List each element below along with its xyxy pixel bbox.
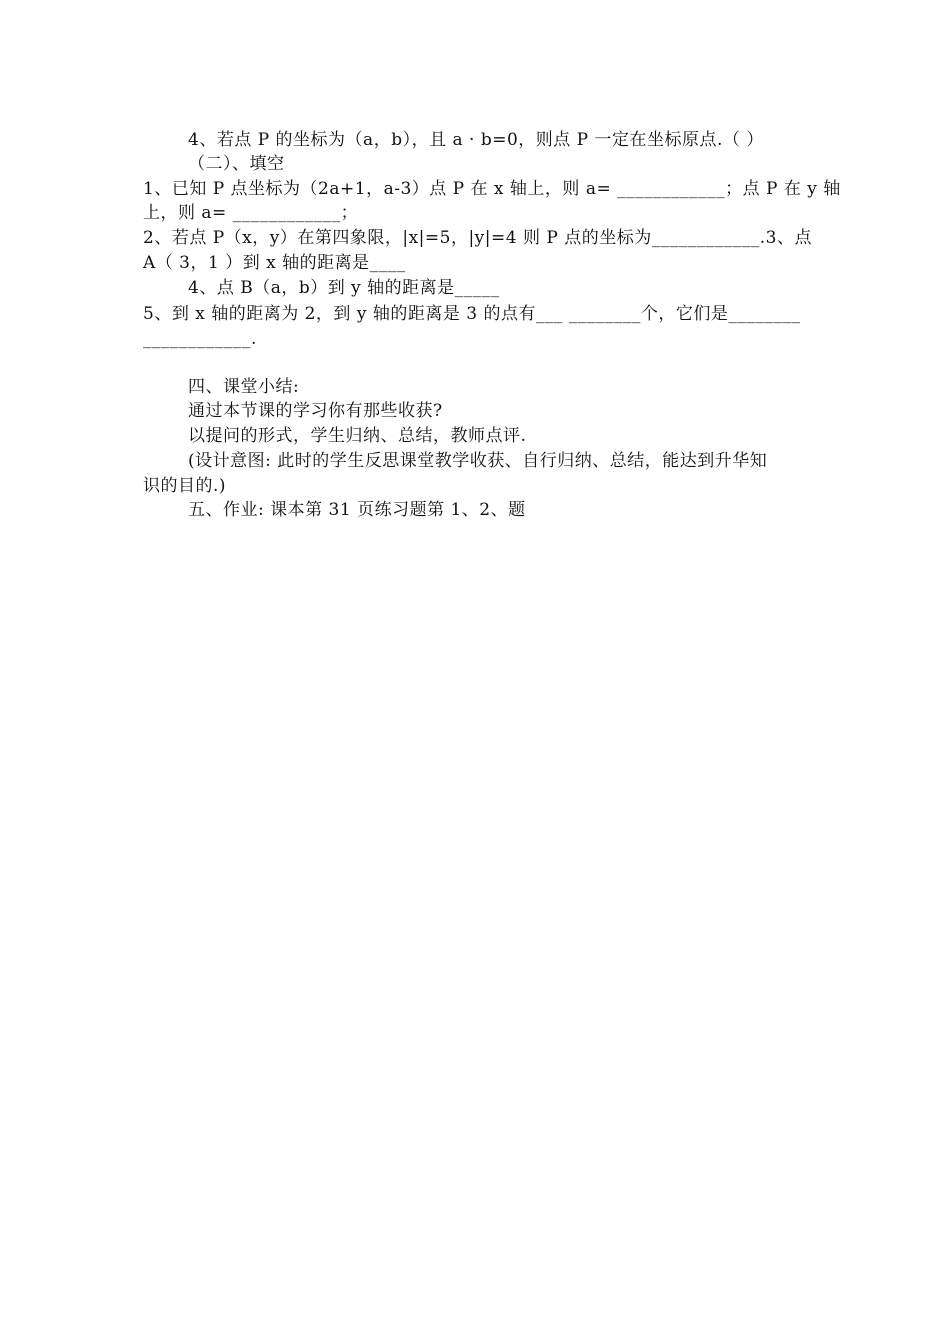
summary-method: 以提问的形式，学生归纳、总结，教师点评. bbox=[188, 426, 527, 446]
judgement-question-4: 4、若点 P 的坐标为（a，b），且 a · b=0，则点 P 一定在坐标原点.（ ） bbox=[188, 130, 764, 150]
fill-question-5-line-2: ____________. bbox=[143, 329, 257, 349]
fill-question-2-line-1: 2、若点 P（x，y）在第四象限，|x|=5，|y|=4 则 P 点的坐标为____________.3、点 bbox=[143, 228, 812, 248]
section-heading-fill-blank: （二）、填空 bbox=[188, 154, 285, 174]
fill-question-1-line-1: 1、已知 P 点坐标为（2a+1，a-3）点 P 在 x 轴上，则 a= ____________；点 P 在 y 轴 bbox=[143, 179, 841, 199]
fill-question-5-line-1: 5、到 x 轴的距离为 2，到 y 轴的距离是 3 的点有___ ________个，它们是________ bbox=[143, 304, 801, 324]
homework-line: 五、作业: 课本第 31 页练习题第 1、2、题 bbox=[188, 500, 526, 520]
section-heading-summary: 四、课堂小结: bbox=[188, 377, 300, 397]
summary-question: 通过本节课的学习你有那些收获? bbox=[188, 401, 443, 421]
fill-question-4: 4、点 B（a，b）到 y 轴的距离是_____ bbox=[188, 278, 500, 298]
design-intent-line-1: (设计意图: 此时的学生反思课堂教学收获、自行归纳、总结，能达到升华知 bbox=[188, 451, 768, 471]
fill-question-1-line-2: 上，则 a= ____________； bbox=[143, 203, 359, 223]
design-intent-line-2: 识的目的.) bbox=[143, 476, 227, 496]
fill-question-3-line-2: A（ 3，1 ）到 x 轴的距离是____ bbox=[143, 253, 406, 273]
